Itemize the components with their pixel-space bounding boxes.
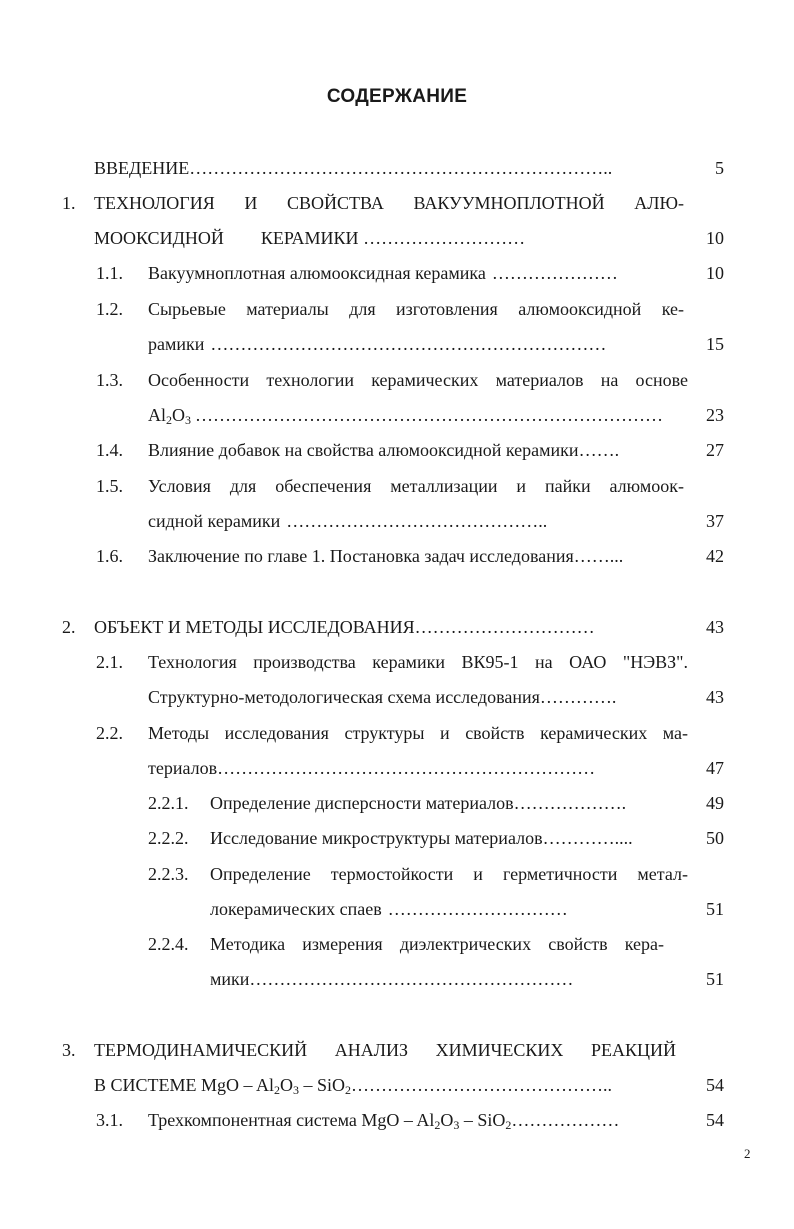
- toc-entry-2-2-line1[interactable]: Методы исследования структуры и свойств керамических ма-: [148, 723, 688, 743]
- toc-section-number: 1.3.: [96, 370, 123, 390]
- toc-page-number: 43: [706, 687, 724, 707]
- toc-entry-2-2-3-line1[interactable]: Определение термостойкости и герметичности метал-: [210, 864, 688, 884]
- toc-leader-dots: ……………………………………..: [286, 511, 548, 531]
- toc-entry-formula: $Al_2O_3$: [148, 405, 191, 427]
- toc-leader-dots: ………………………………………………………: [217, 758, 596, 778]
- toc-entry-text: Влияние добавок на свойства алюмооксидной керамики: [148, 440, 579, 460]
- toc-leader-dots: ……………………………………………………………………: [195, 405, 663, 425]
- toc-section-number: 1.4.: [96, 440, 123, 460]
- toc-leader-dots: ……………………………………………………………..: [189, 158, 613, 178]
- toc-entry-2-2-1[interactable]: [210, 790, 684, 816]
- toc-section-number: 2.1.: [96, 652, 123, 672]
- toc-leader-dots: …………………………: [387, 899, 568, 919]
- toc-entry-1-4[interactable]: [148, 437, 684, 463]
- toc-entry-text: локерамических спаев: [210, 899, 382, 919]
- toc-entry-text: МООКСИДНОЙ: [94, 228, 224, 248]
- toc-entry-1-5-line1[interactable]: Условия для обеспечения металлизации и пайки алюмоок-: [148, 476, 684, 496]
- toc-entry-2-2-4-line1[interactable]: Методика измерения диэлектрических свойств кера-: [210, 934, 664, 954]
- toc-chapter-number: 3.: [62, 1040, 76, 1060]
- toc-page-number: 15: [706, 334, 724, 354]
- page-title: СОДЕРЖАНИЕ: [326, 86, 468, 107]
- toc-subsection-number: 2.2.4.: [148, 934, 189, 954]
- toc-leader-dots: ………………………………………………: [249, 969, 574, 989]
- toc-entry-2-2-line2[interactable]: [148, 755, 654, 781]
- toc-entry-1-2-line2[interactable]: [148, 331, 664, 357]
- toc-entry-1-1[interactable]: [148, 260, 684, 286]
- toc-page-number: 43: [706, 617, 724, 637]
- toc-entry-1-5-line2[interactable]: [148, 508, 600, 534]
- toc-chapter-3-title-line1[interactable]: ТЕРМОДИНАМИЧЕСКИЙ АНАЛИЗ ХИМИЧЕСКИХ РЕАКЦИЙ: [94, 1040, 676, 1060]
- toc-entry-text: рамики: [148, 334, 205, 354]
- toc-entry-text: териалов: [148, 758, 218, 778]
- toc-page-number: 50: [706, 828, 724, 848]
- toc-page-number: 49: [706, 793, 724, 813]
- toc-subsection-number: 2.2.3.: [148, 864, 189, 884]
- toc-subsection-number: 2.2.1.: [148, 793, 189, 813]
- toc-section-number: 1.5.: [96, 476, 123, 496]
- toc-entry-text: мики: [210, 969, 250, 989]
- toc-entry-text: Исследование микроструктуры материалов: [210, 828, 543, 848]
- toc-leader-dots: ………………………: [363, 228, 526, 248]
- toc-section-number: 2.2.: [96, 723, 123, 743]
- toc-entry-1-3-line2[interactable]: [148, 402, 684, 428]
- toc-section-number: 3.1.: [96, 1110, 123, 1130]
- toc-entry-text: ВВЕДЕНИЕ: [94, 158, 190, 178]
- toc-entry-1-6[interactable]: [148, 543, 688, 569]
- toc-entry-2-2-3-line2[interactable]: [210, 896, 612, 922]
- toc-leader-dots: …………………: [491, 263, 618, 283]
- toc-chapter-3-title-line2[interactable]: [94, 1072, 684, 1098]
- toc-entry-text: Вакуумноплотная алюмооксидная керамика: [148, 263, 486, 283]
- toc-entry-1-3-line1[interactable]: Особенности технологии керамических материалов на основе: [148, 370, 688, 390]
- toc-page-number: 47: [706, 758, 724, 778]
- toc-entry-text: Структурно-методологическая схема исследования: [148, 687, 540, 707]
- toc-leader-dots: …………....: [542, 828, 633, 848]
- toc-entry-2-1-line1[interactable]: Технология производства керамики ВК95-1 на ОАО "НЭВЗ".: [148, 652, 688, 672]
- toc-page-number: 5: [715, 158, 724, 178]
- toc-entry-formula: Трехкомпонентная система MgO – $Al_2O_3 - SiO_2$: [148, 1110, 512, 1132]
- toc-entry-2-2-2[interactable]: [210, 825, 684, 851]
- toc-leader-dots: ……………………………………..: [351, 1075, 613, 1095]
- toc-page-number: 37: [706, 511, 724, 531]
- toc-entry-formula: В СИСТЕМЕ MgO – $Al_2O_3 - SiO_2$: [94, 1075, 352, 1097]
- toc-page-number: 23: [706, 405, 724, 425]
- toc-leader-dots: ………….: [539, 687, 617, 707]
- toc-entry-1-2-line1[interactable]: Сырьевые материалы для изготовления алюмооксидной ке-: [148, 299, 684, 319]
- toc-leader-dots: …….: [578, 440, 620, 460]
- toc-leader-dots: …………………………: [414, 617, 595, 637]
- toc-entry-2-1-line2[interactable]: [148, 684, 684, 710]
- toc-section-number: 1.6.: [96, 546, 123, 566]
- toc-chapter-2[interactable]: [94, 614, 684, 640]
- toc-page-number: 54: [706, 1075, 724, 1095]
- toc-entry-text: Заключение по главе 1. Постановка задач исследования: [148, 546, 574, 566]
- toc-leader-dots: ………………: [511, 1110, 620, 1130]
- toc-chapter-1-title-line1[interactable]: ТЕХНОЛОГИЯ И СВОЙСТВА ВАКУУМНОПЛОТНОЙ АЛЮ-: [94, 193, 684, 213]
- toc-entry-3-1[interactable]: [148, 1107, 684, 1133]
- toc-chapter-1-title-line2[interactable]: [94, 225, 684, 251]
- toc-leader-dots: ……………….: [513, 793, 627, 813]
- toc-page-number: 54: [706, 1110, 724, 1130]
- toc-entry-text: сидной керамики: [148, 511, 281, 531]
- toc-entry-2-2-4-line2[interactable]: [210, 966, 662, 992]
- toc-page-number: 42: [706, 546, 724, 566]
- toc-page-number: 10: [706, 228, 724, 248]
- toc-entry-text: ОБЪЕКТ И МЕТОДЫ ИССЛЕДОВАНИЯ: [94, 617, 415, 637]
- page-number: 2: [744, 1146, 751, 1161]
- toc-chapter-number: 2.: [62, 617, 76, 637]
- toc-page-number: 27: [706, 440, 724, 460]
- toc-section-number: 1.1.: [96, 263, 123, 283]
- toc-page-number: 10: [706, 263, 724, 283]
- toc-leader-dots: …………………………………………………………: [210, 334, 607, 354]
- toc-page-number: 51: [706, 899, 724, 919]
- toc-subsection-number: 2.2.2.: [148, 828, 189, 848]
- toc-chapter-number: 1.: [62, 193, 76, 213]
- toc-entry-text: Определение дисперсности материалов: [210, 793, 514, 813]
- toc-entry-introduction[interactable]: [94, 155, 684, 181]
- toc-page-number: 51: [706, 969, 724, 989]
- toc-leader-dots: ……...: [573, 546, 624, 566]
- toc-entry-text: КЕРАМИКИ: [260, 228, 359, 248]
- toc-section-number: 1.2.: [96, 299, 123, 319]
